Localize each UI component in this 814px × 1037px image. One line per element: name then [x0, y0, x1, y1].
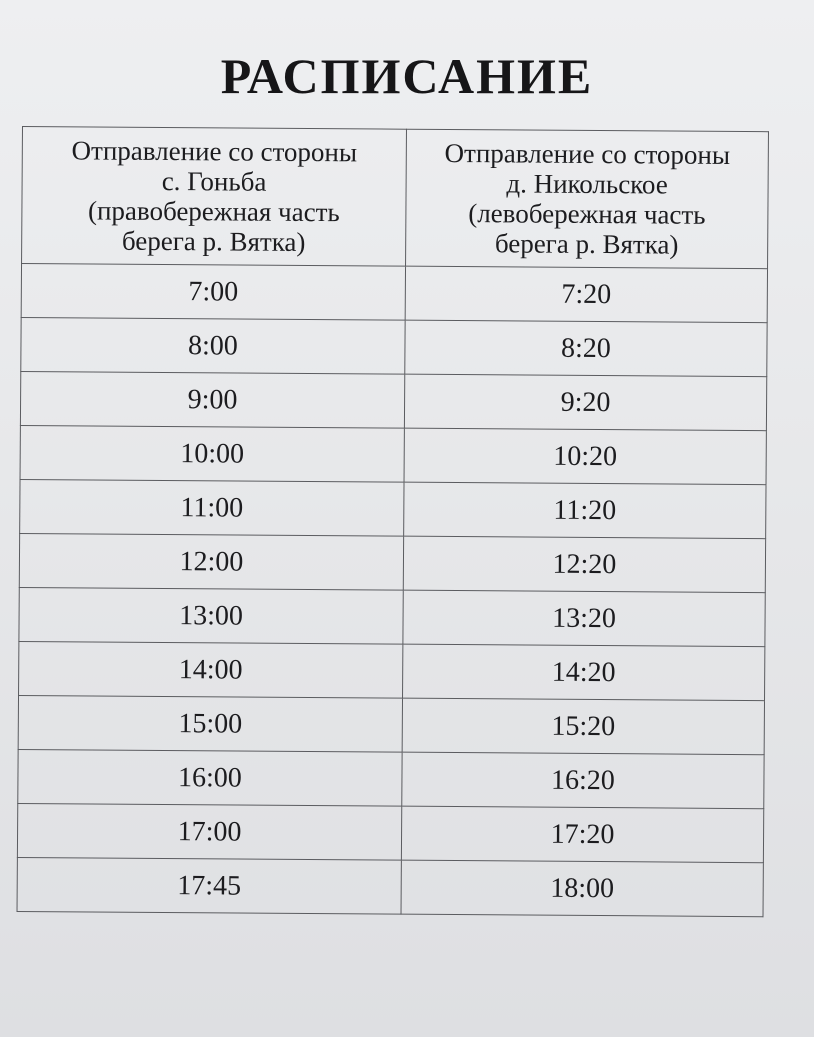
departure-time-gonba: 16:00: [18, 749, 402, 806]
header-line: Отправление со стороны: [71, 135, 358, 168]
header-row: [22, 127, 769, 269]
departure-time-gonba: 9:00: [20, 371, 404, 428]
table-row: [19, 533, 765, 592]
departure-time-nikolskoe: 16:20: [402, 752, 764, 809]
departure-time-nikolskoe: 15:20: [402, 698, 764, 755]
header-line: (левобережная часть: [468, 198, 706, 230]
table-row: [18, 695, 764, 754]
table-row: [20, 371, 766, 430]
column-header-gonba: [22, 127, 407, 267]
header-line: с. Гоньба: [161, 165, 267, 197]
header-line: (правобережная часть: [87, 195, 340, 228]
departure-time-nikolskoe: 18:00: [401, 860, 763, 917]
departure-time-gonba: 15:00: [18, 695, 402, 752]
page-title: РАСПИСАНИЕ: [220, 48, 594, 104]
header-line: берега р. Вятка): [494, 228, 679, 260]
departure-time-gonba: 11:00: [20, 479, 404, 536]
schedule-table: [17, 126, 769, 917]
departure-time-gonba: 17:00: [17, 803, 401, 860]
header-line: Отправление со стороны: [444, 137, 731, 170]
header-line: д. Никольское: [506, 168, 668, 200]
departure-time-nikolskoe: 11:20: [404, 482, 766, 539]
table-row: [21, 264, 767, 323]
departure-time-nikolskoe: 10:20: [404, 428, 766, 485]
departure-time-gonba: 10:00: [20, 425, 404, 482]
table-row: [17, 857, 763, 916]
departure-time-nikolskoe: 7:20: [405, 266, 767, 323]
departure-time-gonba: 17:45: [17, 857, 401, 914]
table-row: [20, 479, 766, 538]
departure-time-gonba: 13:00: [19, 587, 403, 644]
departure-time-nikolskoe: 13:20: [403, 590, 765, 647]
departure-time-nikolskoe: 14:20: [403, 644, 765, 701]
departure-time-nikolskoe: 8:20: [405, 320, 767, 377]
departure-time-gonba: 12:00: [19, 533, 403, 590]
departure-time-gonba: 7:00: [21, 264, 405, 321]
table-row: [18, 749, 764, 808]
column-header-nikolskoe: [406, 129, 769, 269]
table-row: [17, 803, 763, 862]
header-line: берега р. Вятка): [121, 225, 306, 257]
table-row: [19, 641, 765, 700]
table-row: [19, 587, 765, 646]
departure-time-nikolskoe: 17:20: [401, 806, 763, 863]
departure-time-nikolskoe: 9:20: [404, 374, 766, 431]
departure-time-gonba: 14:00: [19, 641, 403, 698]
table-row: [21, 317, 767, 376]
departure-time-gonba: 8:00: [21, 317, 405, 374]
table-row: [20, 425, 766, 484]
departure-time-nikolskoe: 12:20: [403, 536, 765, 593]
